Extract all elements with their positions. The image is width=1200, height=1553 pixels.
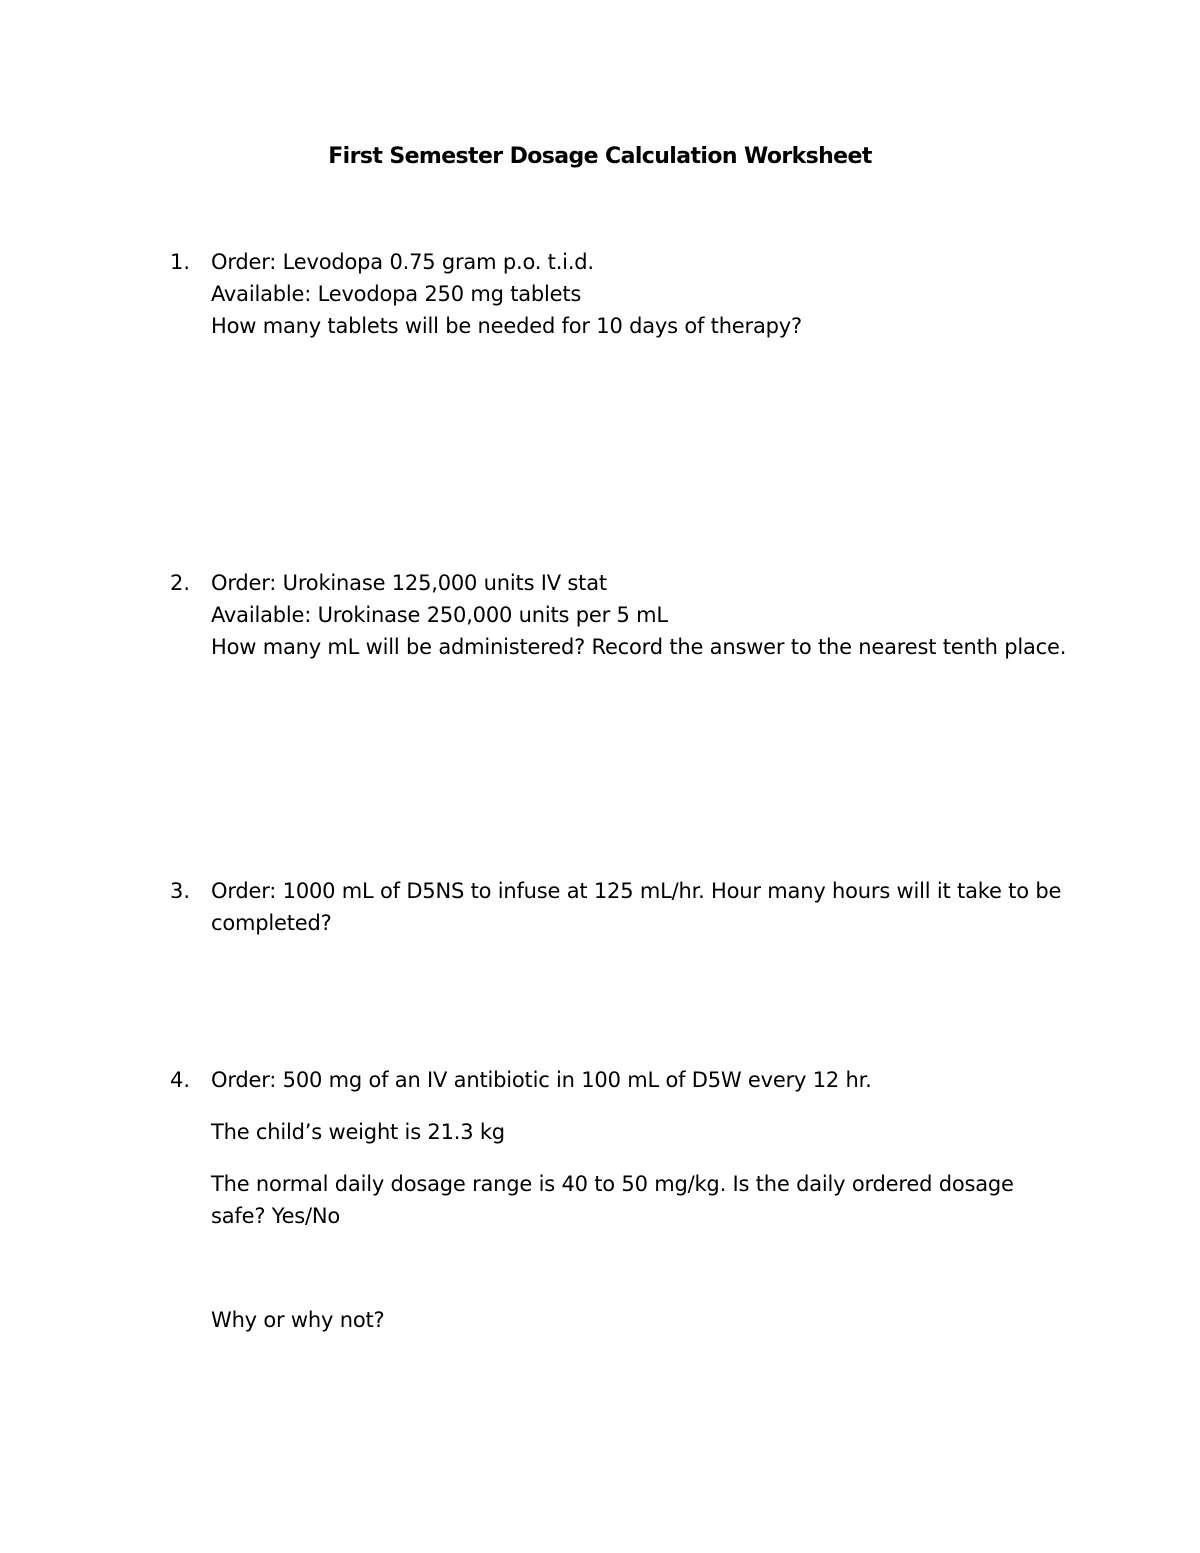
question-number: 2. [170,571,191,595]
available-line: Available: Urokinase 250,000 units per 5 mL [211,603,668,627]
order-line: Order: Urokinase 125,000 units IV stat [211,571,607,595]
question-text: How many mL will be administered? Record the answer to the nearest tenth place. [211,635,1067,659]
weight-line: The child’s weight is 21.3 kg [211,1120,505,1144]
followup-question: Why or why not? [211,1308,385,1332]
question-number: 4. [170,1068,191,1092]
question-number: 3. [170,879,191,903]
available-line: Available: Levodopa 250 mg tablets [211,282,582,306]
question-2 [170,567,1070,663]
question-text: How many tablets will be needed for 10 days of therapy? [211,314,802,338]
question-number: 1. [170,250,191,274]
question-text: The normal daily dosage range is 40 to 50 mg/kg. Is the daily ordered dosage safe? Yes/No [211,1172,1014,1228]
question-4 [170,1064,1070,1336]
question-3 [170,875,1070,939]
question-1 [170,246,1070,342]
order-line: Order: Levodopa 0.75 gram p.o. t.i.d. [211,250,594,274]
order-line: Order: 1000 mL of D5NS to infuse at 125 mL/hr. Hour many hours will it take to be completed? [211,879,1062,935]
order-line: Order: 500 mg of an IV antibiotic in 100 mL of D5W every 12 hr. [211,1068,872,1092]
worksheet-title: First Semester Dosage Calculation Worksheet [328,144,872,169]
